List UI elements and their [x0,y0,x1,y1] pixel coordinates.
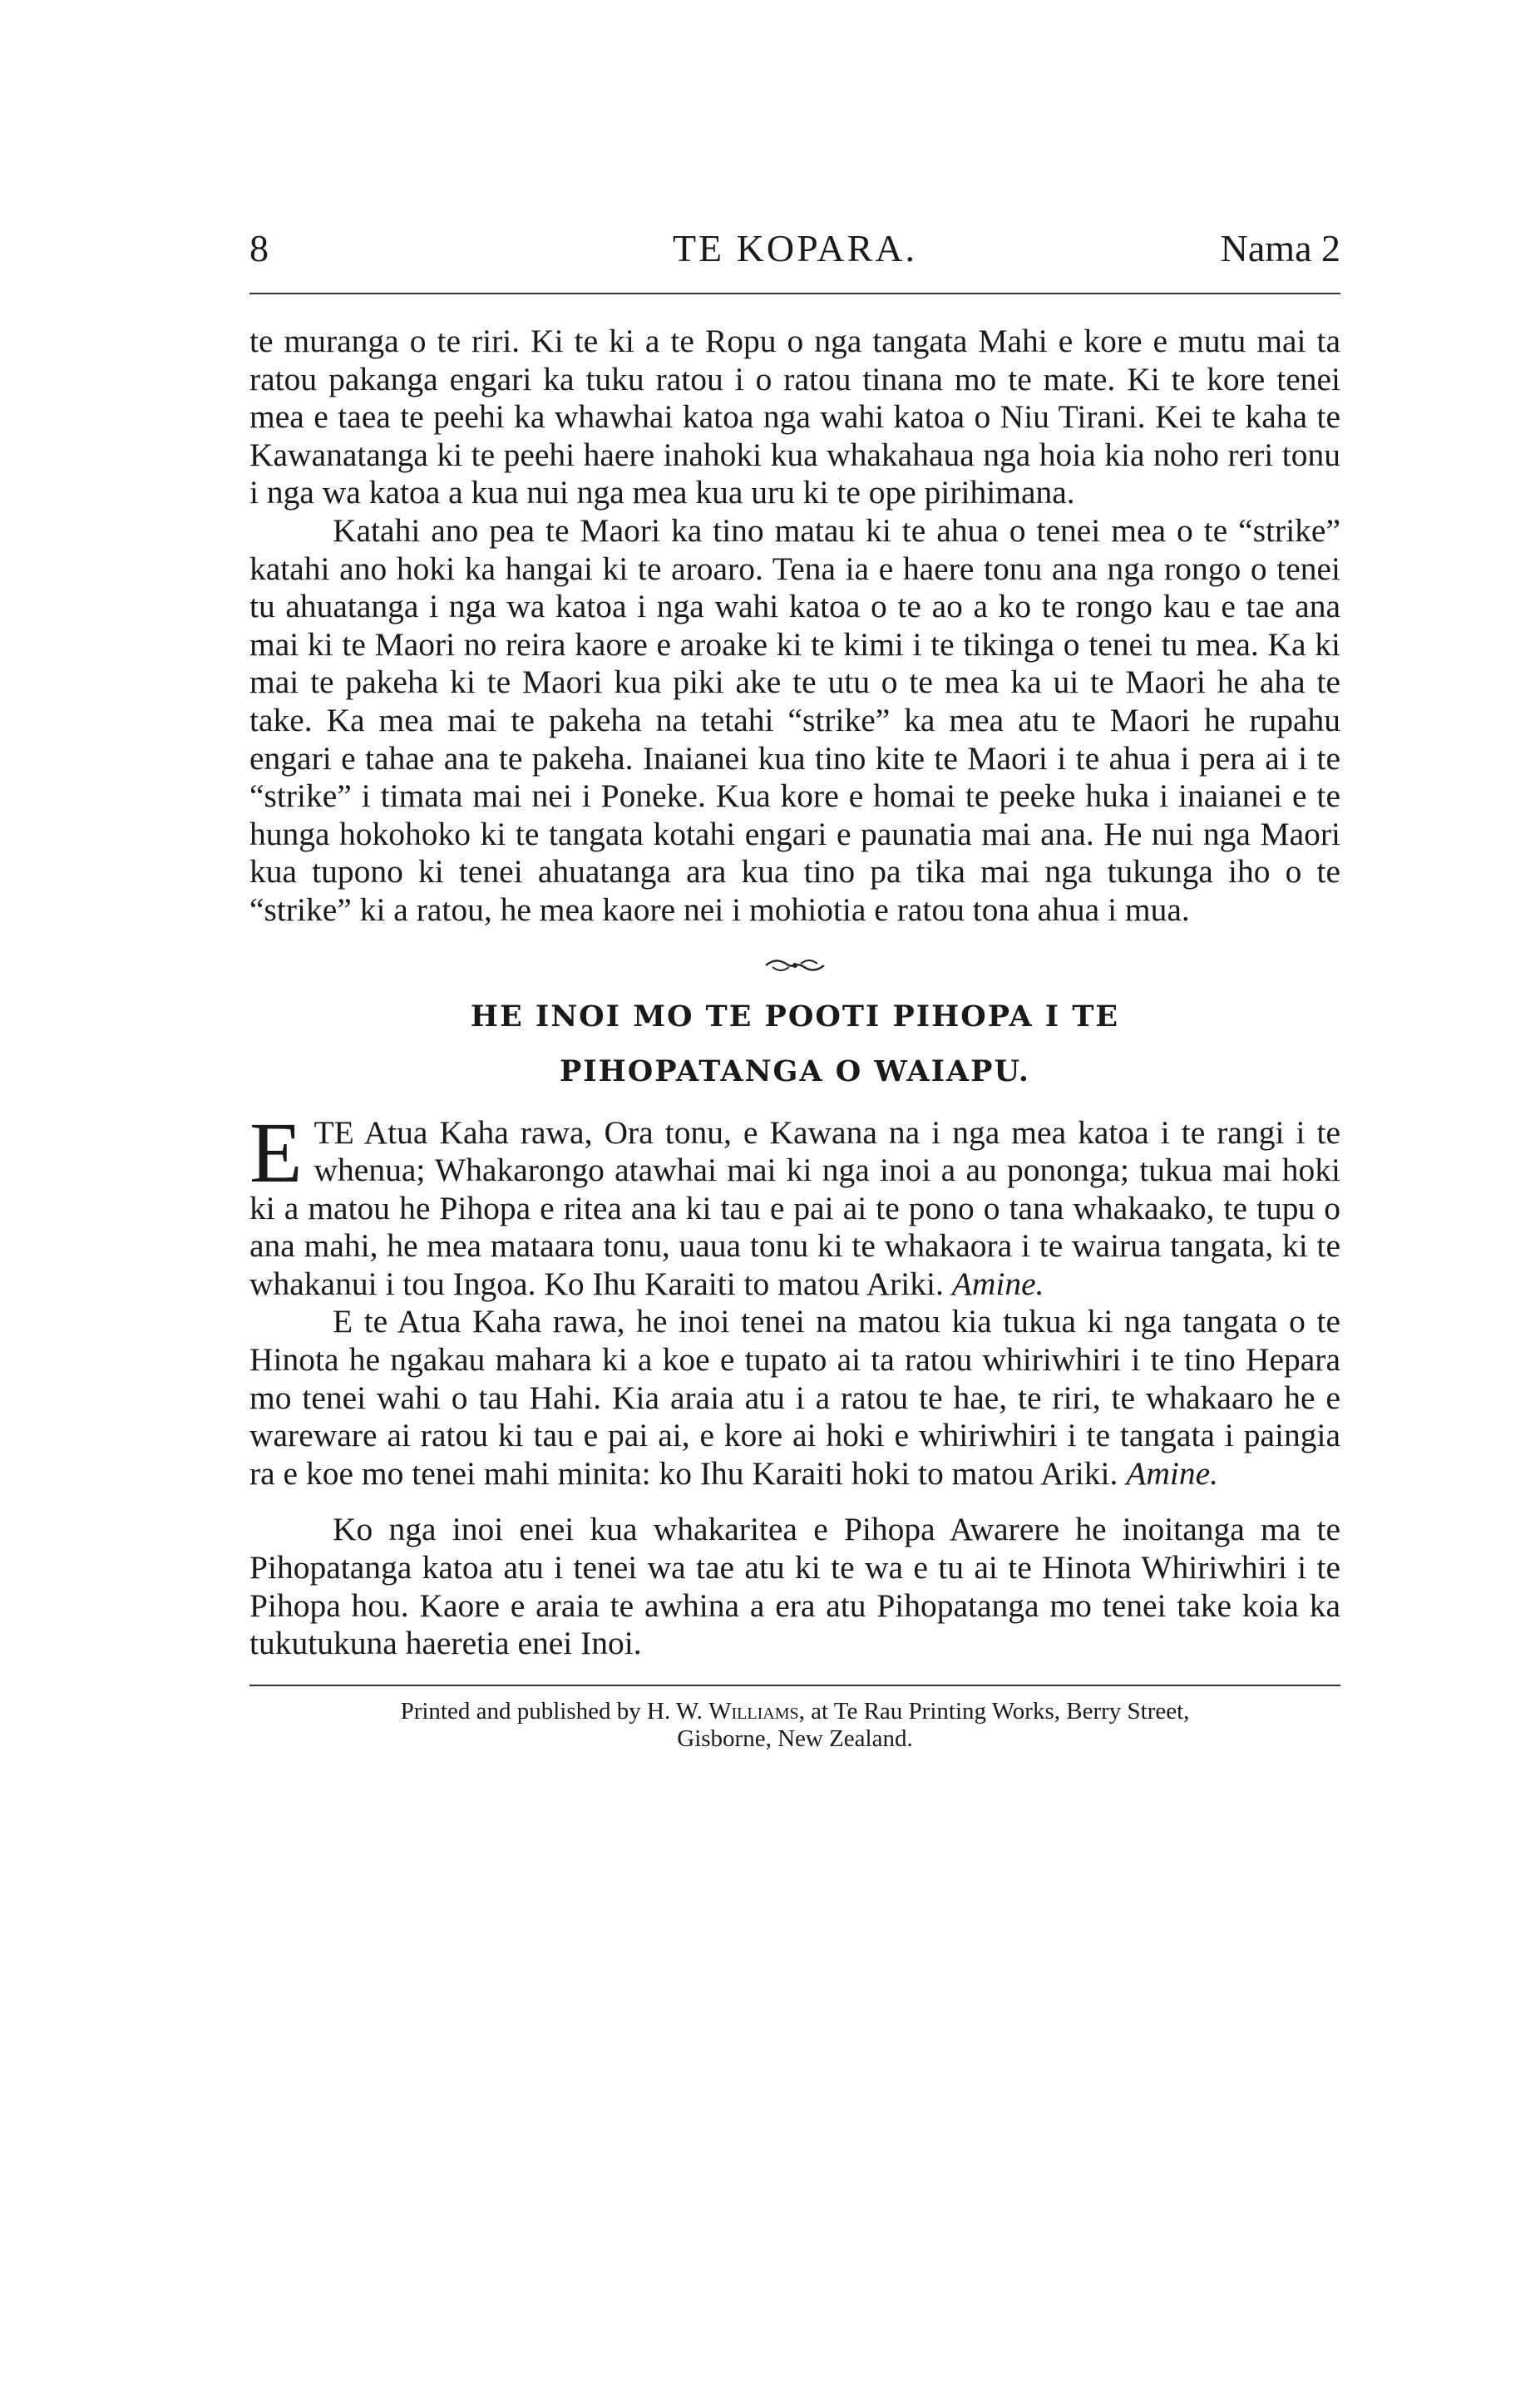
prayer-heading-line-1: HE INOI MO TE POOTI PIHOPA I TE [470,999,1120,1034]
prayer-paragraph-1-text: TE Atua Kaha rawa, Ora tonu, e Kawana na i nga mea katoa i te rangi i te whenua; Whakarongo atawhai mai ki nga inoi a au pononga; tukua mai hoki ki a matou he Pihopa e ritea ana ki tau e pai ai te pono o tana whakaako, te tupu o ana mahi, he mea mataara tonu, uaua tonu ki te whakaora i te wairua tangata, ki te whakanui i tou Ingoa. Ko Ihu Karaiti to matou Ariki. [249,1113,1340,1302]
page [249,223,1340,1753]
amen-2: Amine. [1126,1454,1218,1492]
article-paragraph-2: Katahi ano pea te Maori ka tino matau ki te ahua o tenei mea o te “strike” katahi ano hoki ka hangai ki te aroaro. Tena ia e haere tonu ana nga rongo o tenei tu ahuatanga i nga wa katoa i nga wahi katoa o te ao a ko te rongo kau e tae ana mai ki te Maori no reira kaore e aroake ki te kimi i te tikinga o tenei tu mea. Ka ki mai te pakeha ki te Maori kua piki ake te utu o te mea ka ui te Maori he aha te take. Ka mea mai te pakeha na tetahi “strike” ka mea atu te Maori he rupahu engari e tahae ana te pakeha. Inaianei kua tino kite te Maori i te ahua i pera ai i te “strike” i timata mai nei i Poneke. Kua kore e homai te peeke huka i inaianei e te hunga hokohoko ki te tangata kotahi engari e paunatia mai ana. He nui nga Maori kua tupono ki tenei ahuatanga ara kua tino pa tika mai nga tukunga iho o te “strike” ki a ratou, he mea kaore nei i mohiotia e ratou tona ahua i mua. [249,511,1340,928]
imprint-line-2: Gisborne, New Zealand. [677,1725,913,1752]
prayer-paragraph-2 [249,1303,1340,1493]
article-paragraph-1: te muranga o te riri. Ki te ki a te Ropu o nga tangata Mahi e kore e mutu mai ta ratou pakanga engari ka tuku ratou i o ratou tinana mo te mate. Ki te kore tenei mea e taea te peehi ka whawhai katoa nga wahi katoa o Niu Tirani. Kei te kaha te Kawanatanga ki te peehi haere inahoki kua whakahaua nga hoia kia noho reri tonu i nga wa katoa a kua nui nga mea kua uru ki te ope pirihimana. [249,323,1340,511]
issue-number: Nama 2 [1220,227,1340,269]
footer-rule [249,1685,1340,1686]
imprint [249,1698,1340,1753]
prayer-heading-line-2: PIHOPATANGA O WAIAPU. [559,1053,1030,1088]
imprint-suffix: , at Te Rau Printing Works, Berry Street, [798,1697,1190,1725]
printer-name: Williams [708,1697,799,1725]
running-header [249,223,1340,274]
prayer-heading [249,989,1340,1099]
header-rule [249,293,1340,294]
section-ornament [249,950,1340,978]
imprint-prefix: Printed and published by H. W. [400,1697,709,1725]
amen-1: Amine. [951,1265,1044,1302]
imprint-line-1 [249,1698,1340,1725]
article-body [249,323,1340,1663]
flourish-ornament-icon [764,954,826,979]
prayer-paragraph-2-text: E te Atua Kaha rawa, he inoi tenei na matou kia tukua ki nga tangata o te Hinota he ngakau mahara ki a koe e tupato ai ta ratou whiriwhiri i te tino Hepara mo tenei wahi o tau Hahi. Kia araia atu i a ratou te hae, te riri, te whakaaro he e wareware ai ratou ki tau e pai ai, e kore ai hoki e whiriwhiri i te tangata i paingia ra e koe mo tenei mahi minita: ko Ihu Karaiti hoki to matou Ariki. [249,1303,1340,1492]
prayer-paragraph-3: Ko nga inoi enei kua whakaritea e Pihopa Awarere he inoitanga ma te Pihopatanga katoa atu i tenei wa tae atu ki te wa e tu ai te Hinota Whiriwhiri i te Pihopa hou. Kaore e araia te awhina a era atu Pihopatanga mo tenei take koia ka tukutukuna haeretia enei Inoi. [249,1511,1340,1662]
prayer-paragraph-1 [249,1104,1340,1304]
drop-cap: E [249,1104,303,1201]
page-number: 8 [249,227,269,269]
journal-title: TE KOPARA. [672,227,918,269]
